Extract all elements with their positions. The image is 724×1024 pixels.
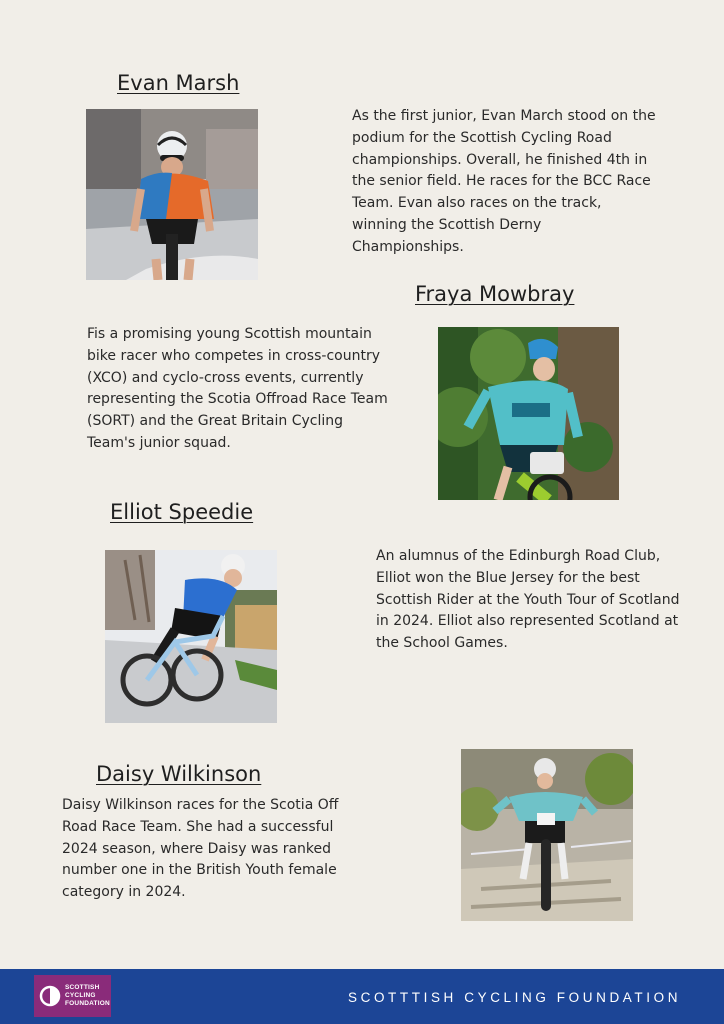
evan-marsh-photo [86, 109, 258, 280]
cycling-wheel-icon [39, 985, 61, 1007]
logo-line-2: CYCLING [65, 992, 96, 999]
logo-line-3: FOUNDATION [65, 1000, 110, 1007]
daisy-wilkinson-photo [461, 749, 633, 921]
scottish-cycling-foundation-logo[interactable] [34, 975, 111, 1017]
rider-name-elliot-speedie: Elliot Speedie [110, 500, 254, 524]
rider-name-evan-marsh: Evan Marsh [117, 71, 240, 95]
footer-title: SCOTTTISH CYCLING FOUNDATION [348, 990, 682, 1005]
rider-bio-daisy-wilkinson: Daisy Wilkinson races for the Scotia Off Road Race Team. She had a successful 2024 season, where Daisy was ranked number one in the British Youth female category in 2024. [62, 797, 339, 901]
elliot-speedie-photo [105, 550, 277, 723]
fraya-mowbray-photo [438, 327, 619, 500]
footer-bar [0, 969, 724, 1024]
rider-bio-fraya-mowbray: Fis a promising young Scottish mountain bike racer who competes in cross-country (XCO) and cyclo-cross events, currently representing the Scotia Offroad Race Team (SORT) and the Great Britain Cycling Team's junior squad. [87, 326, 388, 451]
rider-bio-elliot-speedie: An alumnus of the Edinburgh Road Club, Elliot won the Blue Jersey for the best Scottish Rider at the Youth Tour of Scotland in 2024. Elliot also represented Scotland at the School Games. [376, 548, 680, 652]
rider-name-fraya-mowbray: Fraya Mowbray [415, 282, 575, 306]
rider-name-daisy-wilkinson: Daisy Wilkinson [96, 762, 262, 786]
logo-line-1: SCOTTISH [65, 984, 100, 991]
rider-bio-evan-marsh: As the first junior, Evan March stood on the podium for the Scottish Cycling Road championships. Overall, he finished 4th in the senior field. He races for the BCC Race Team. Evan also races on the track, winning the Scottish Derny Championships. [352, 108, 656, 255]
logo-text [65, 984, 110, 1008]
